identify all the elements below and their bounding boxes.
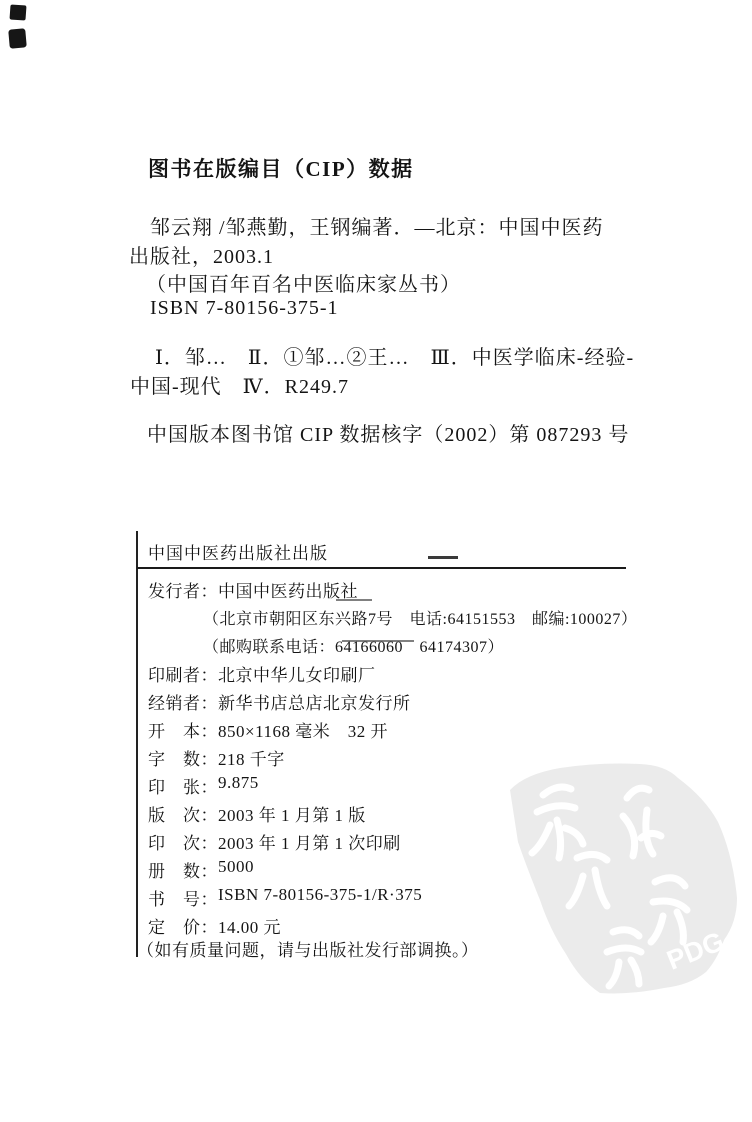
row-value: 北京中华儿女印刷厂 [218, 666, 376, 685]
colophon-row [148, 829, 401, 854]
colophon-row [148, 745, 285, 770]
scan-artifact-dash [428, 556, 458, 559]
cip-isbn-line: ISBN 7-80156-375-1 [150, 297, 339, 319]
cip-classification-line: 中国-现代 Ⅳ．R249.7 [130, 376, 349, 398]
row-value: 9.875 [218, 773, 259, 792]
row-label: 册 数： [148, 862, 218, 881]
cip-heading: 图书在版编目（CIP）数据 [148, 157, 414, 181]
cip-classification-line: Ⅰ．邹… Ⅱ．①邹…②王… Ⅲ．中医学临床-经验- [155, 347, 635, 369]
row-label: 经销者： [148, 694, 218, 713]
row-label: 印 张： [148, 778, 218, 797]
row-value: 2003 年 1 月第 1 次印刷 [218, 834, 401, 853]
row-label: 书 号： [148, 890, 218, 909]
row-value: 218 千字 [218, 750, 285, 769]
row-label: 字 数： [148, 750, 218, 769]
quality-exchange-note: （如有质量问题，请与出版社发行部调换。） [137, 941, 479, 960]
colophon-row [148, 857, 254, 882]
row-value: （邮购联系电话：64166060 64174307） [203, 639, 505, 656]
row-value: 2003 年 1 月第 1 版 [218, 806, 366, 825]
colophon-row [148, 773, 259, 798]
row-label: 版 次： [148, 806, 218, 825]
row-value: 中国中医药出版社 [218, 582, 358, 601]
cip-line: 邹云翔 /邹燕勤，王钢编著．—北京：中国中医药 [150, 217, 604, 239]
colophon-left-rule [136, 531, 138, 957]
scan-ink-mark [8, 28, 27, 48]
cip-line: 出版社，2003.1 [129, 246, 274, 268]
row-label: 定 价： [148, 918, 218, 937]
row-value: 新华书店总店北京发行所 [218, 694, 411, 713]
row-value: 14.00 元 [218, 918, 281, 937]
colophon-row [148, 661, 376, 686]
colophon-row [148, 885, 422, 910]
colophon-row [148, 689, 411, 714]
row-label: 印 次： [148, 834, 218, 853]
row-label: 发行者： [148, 582, 218, 601]
colophon-row-address [203, 606, 637, 629]
colophon-row [148, 577, 358, 602]
colophon-divider-rule [137, 567, 626, 569]
row-value: （北京市朝阳区东兴路7号 电话:64151553 邮编:100027） [203, 611, 638, 628]
cip-record-number-line: 中国版本图书馆 CIP 数据核字（2002）第 087293 号 [147, 424, 630, 446]
row-label: 印刷者： [148, 666, 218, 685]
colophon-publisher-title: 中国中医药出版社出版 [148, 544, 328, 563]
row-value: ISBN 7-80156-375-1/R·375 [218, 885, 423, 904]
colophon-row [148, 801, 366, 826]
row-value: 5000 [218, 857, 254, 876]
colophon-row-mailorder [203, 634, 504, 657]
colophon-row [148, 717, 388, 742]
scan-ink-mark [9, 4, 26, 20]
pdg-watermark-text: PDG [662, 925, 729, 976]
cip-series-line: （中国百年百名中医临床家丛书） [146, 274, 461, 296]
colophon-row [148, 913, 281, 938]
pdg-watermark [495, 750, 750, 1005]
row-value: 850×1168 毫米 32 开 [218, 722, 388, 741]
row-label: 开 本： [148, 722, 218, 741]
